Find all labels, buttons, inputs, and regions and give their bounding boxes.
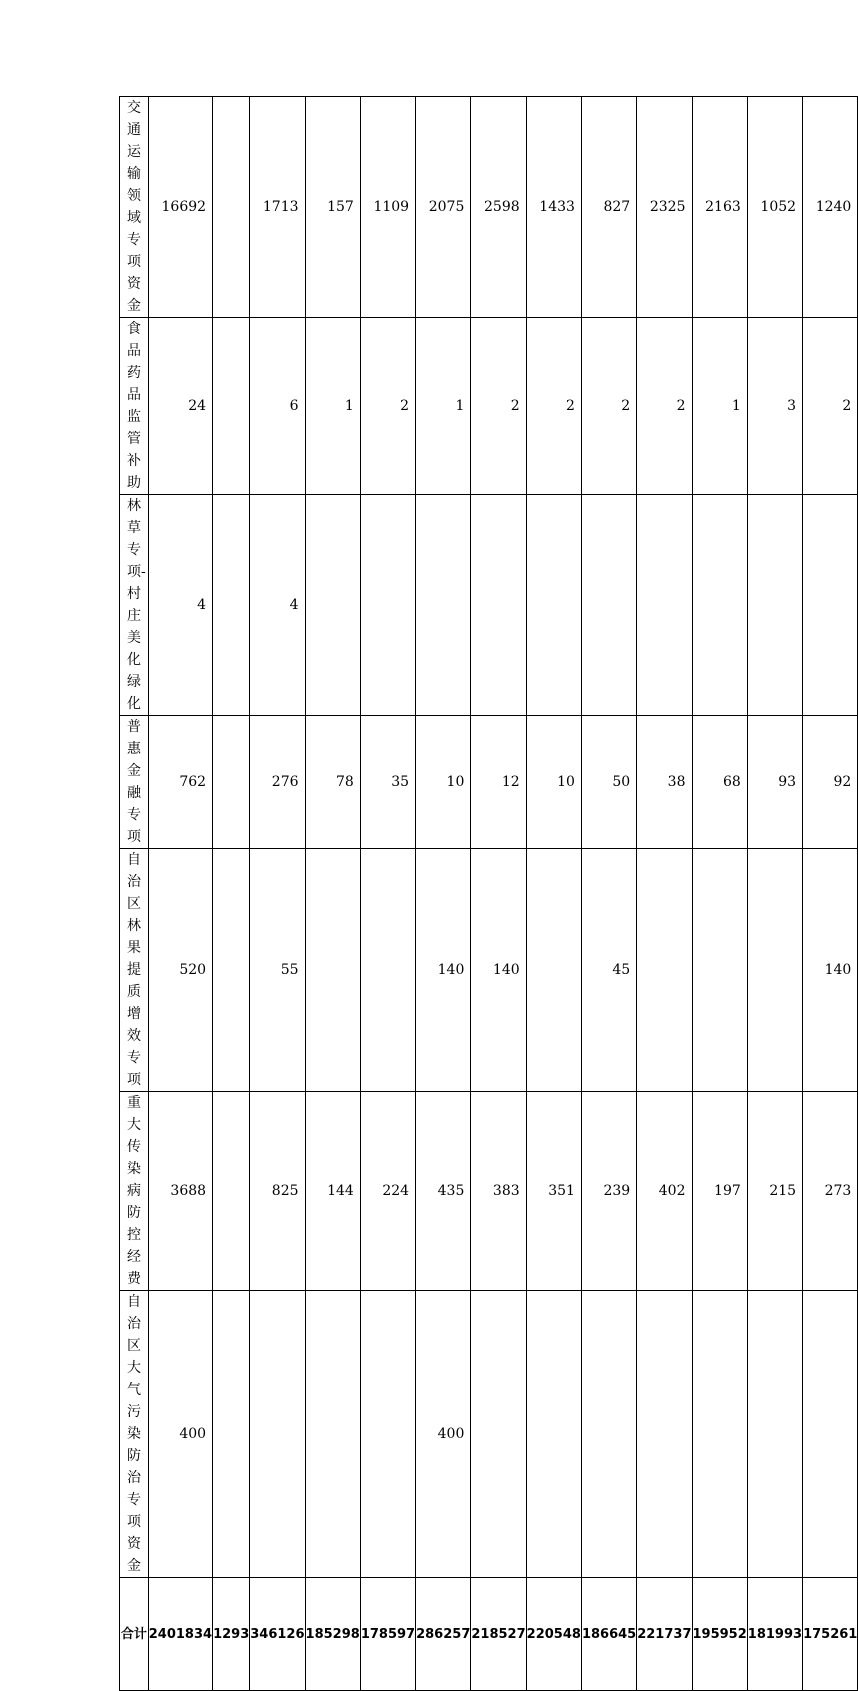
value-cell: 1052 (747, 97, 802, 318)
value-cell: 140 (803, 849, 858, 1092)
value-cell (692, 495, 747, 716)
value-cell: 1 (416, 318, 471, 495)
value-cell: 197 (692, 1092, 747, 1291)
value-cell: 24 (148, 318, 212, 495)
value-cell: 10 (526, 716, 581, 849)
value-cell: 1713 (250, 97, 305, 318)
value-cell: 16692 (148, 97, 212, 318)
value-cell: 157 (305, 97, 360, 318)
total-cell: 186645 (581, 1578, 636, 1691)
total-cell: 181993 (747, 1578, 802, 1691)
value-cell (747, 849, 802, 1092)
value-cell (213, 1291, 250, 1578)
value-cell (692, 1291, 747, 1578)
value-cell: 144 (305, 1092, 360, 1291)
value-cell: 2 (581, 318, 636, 495)
value-cell: 276 (250, 716, 305, 849)
value-cell: 92 (803, 716, 858, 849)
value-cell: 6 (250, 318, 305, 495)
value-cell: 215 (747, 1092, 802, 1291)
value-cell (581, 1291, 636, 1578)
total-cell: 178597 (360, 1578, 415, 1691)
value-cell: 2 (637, 318, 692, 495)
table-row (120, 716, 858, 849)
table-body (120, 97, 858, 1691)
value-cell: 1240 (803, 97, 858, 318)
value-cell: 2 (471, 318, 526, 495)
total-cell: 220548 (526, 1578, 581, 1691)
value-cell (471, 1291, 526, 1578)
total-cell: 185298 (305, 1578, 360, 1691)
value-cell: 400 (416, 1291, 471, 1578)
total-cell: 195952 (692, 1578, 747, 1691)
value-cell (213, 495, 250, 716)
total-cell: 221737 (637, 1578, 692, 1691)
value-cell: 35 (360, 716, 415, 849)
value-cell: 93 (747, 716, 802, 849)
value-cell: 140 (471, 849, 526, 1092)
value-cell (360, 495, 415, 716)
total-cell: 2401834 (148, 1578, 212, 1691)
total-label: 合计 (120, 1578, 149, 1691)
value-cell: 825 (250, 1092, 305, 1291)
value-cell (637, 495, 692, 716)
table-row (120, 1092, 858, 1291)
value-cell (305, 495, 360, 716)
value-cell: 2163 (692, 97, 747, 318)
total-cell: 1293 (213, 1578, 250, 1691)
row-label: 食品药品监管补助 (120, 318, 149, 495)
table-row (120, 849, 858, 1092)
total-cell: 346126 (250, 1578, 305, 1691)
row-label: 普惠金融专项 (120, 716, 149, 849)
value-cell: 10 (416, 716, 471, 849)
value-cell (803, 495, 858, 716)
value-cell: 383 (471, 1092, 526, 1291)
value-cell: 68 (692, 716, 747, 849)
value-cell: 140 (416, 849, 471, 1092)
value-cell: 3 (747, 318, 802, 495)
row-label: 重大传染病防控经费 (120, 1092, 149, 1291)
value-cell (471, 495, 526, 716)
value-cell (416, 495, 471, 716)
row-label: 自治区大气污染防治专项资金 (120, 1291, 149, 1578)
value-cell: 2075 (416, 97, 471, 318)
value-cell (692, 849, 747, 1092)
total-cell: 175261 (803, 1578, 858, 1691)
value-cell: 12 (471, 716, 526, 849)
value-cell: 45 (581, 849, 636, 1092)
row-label: 交通运输领域专项资金 (120, 97, 149, 318)
value-cell: 520 (148, 849, 212, 1092)
value-cell: 273 (803, 1092, 858, 1291)
value-cell: 4 (148, 495, 212, 716)
value-cell: 2 (360, 318, 415, 495)
value-cell: 402 (637, 1092, 692, 1291)
value-cell (747, 495, 802, 716)
row-label: 林草专项-村庄美化绿化 (120, 495, 149, 716)
value-cell: 2325 (637, 97, 692, 318)
total-cell: 218527 (471, 1578, 526, 1691)
value-cell: 78 (305, 716, 360, 849)
value-cell: 239 (581, 1092, 636, 1291)
value-cell (213, 1092, 250, 1291)
value-cell: 2598 (471, 97, 526, 318)
value-cell: 55 (250, 849, 305, 1092)
table-row (120, 97, 858, 318)
value-cell (213, 849, 250, 1092)
value-cell: 400 (148, 1291, 212, 1578)
value-cell: 1433 (526, 97, 581, 318)
value-cell: 224 (360, 1092, 415, 1291)
value-cell (360, 1291, 415, 1578)
value-cell: 38 (637, 716, 692, 849)
value-cell (213, 716, 250, 849)
table-row (120, 495, 858, 716)
value-cell: 1109 (360, 97, 415, 318)
value-cell (213, 318, 250, 495)
value-cell (526, 849, 581, 1092)
value-cell (637, 1291, 692, 1578)
row-label: 自治区林果提质增效专项 (120, 849, 149, 1092)
value-cell: 827 (581, 97, 636, 318)
value-cell (637, 849, 692, 1092)
value-cell (747, 1291, 802, 1578)
value-cell: 2 (803, 318, 858, 495)
value-cell (803, 1291, 858, 1578)
value-cell: 435 (416, 1092, 471, 1291)
value-cell (305, 849, 360, 1092)
value-cell (526, 1291, 581, 1578)
value-cell: 4 (250, 495, 305, 716)
value-cell: 2 (526, 318, 581, 495)
value-cell: 1 (692, 318, 747, 495)
value-cell: 762 (148, 716, 212, 849)
value-cell (526, 495, 581, 716)
table-row (120, 318, 858, 495)
value-cell (305, 1291, 360, 1578)
value-cell (360, 849, 415, 1092)
value-cell (250, 1291, 305, 1578)
value-cell: 351 (526, 1092, 581, 1291)
total-row (120, 1578, 858, 1691)
value-cell (581, 495, 636, 716)
table-row (120, 1291, 858, 1578)
value-cell: 3688 (148, 1092, 212, 1291)
funding-table (119, 96, 858, 1691)
value-cell (213, 97, 250, 318)
value-cell: 1 (305, 318, 360, 495)
total-cell: 286257 (416, 1578, 471, 1691)
value-cell: 50 (581, 716, 636, 849)
